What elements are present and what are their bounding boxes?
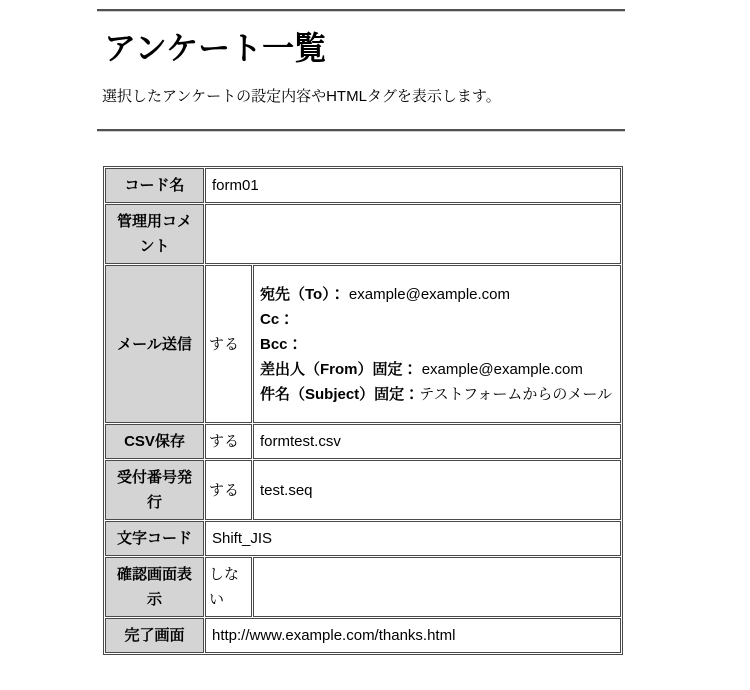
mail-bcc-line — [260, 332, 614, 357]
row-header-admin-comment: 管理用コメント — [105, 204, 204, 264]
row-header-complete-screen: 完了画面 — [105, 618, 204, 653]
csv-save-flag: する — [205, 424, 252, 459]
mail-subject-label: 件名（Subject）固定： — [260, 385, 420, 403]
row-header-mail-send: メール送信 — [105, 265, 204, 423]
charset-value: Shift_JIS — [205, 521, 621, 556]
row-header-code-name: コード名 — [105, 168, 204, 203]
mail-subject-line — [260, 382, 614, 407]
mail-cc-label: Cc： — [260, 310, 295, 328]
table-row-confirm-screen — [105, 557, 621, 617]
table-row-mail-send — [105, 265, 621, 423]
confirm-screen-flag: しない — [205, 557, 252, 617]
table-row-admin-comment — [105, 204, 621, 264]
row-header-charset: 文字コード — [105, 521, 204, 556]
mail-subject-value: テストフォームからのメール — [419, 385, 613, 403]
table-row-code-name — [105, 168, 621, 203]
table-row-csv-save — [105, 424, 621, 459]
mail-to-value: example@example.com — [348, 285, 511, 303]
receipt-number-flag: する — [205, 460, 252, 520]
mail-send-details — [253, 265, 621, 423]
admin-comment-value — [205, 204, 621, 264]
confirm-screen-value — [253, 557, 621, 617]
mail-send-flag: する — [205, 265, 252, 423]
row-header-csv-save: CSV保存 — [105, 424, 204, 459]
mail-cc-line — [260, 307, 614, 332]
code-name-value: form01 — [205, 168, 621, 203]
mail-from-line — [260, 357, 614, 382]
receipt-number-value: test.seq — [253, 460, 621, 520]
table-row-complete-screen — [105, 618, 621, 653]
mail-bcc-label: Bcc： — [260, 335, 303, 353]
survey-settings-table — [103, 166, 623, 655]
complete-screen-value: http://www.example.com/thanks.html — [205, 618, 621, 653]
csv-save-value: formtest.csv — [253, 424, 621, 459]
mail-to-label: 宛先（To）： — [260, 285, 345, 303]
row-header-receipt-number: 受付番号発行 — [105, 460, 204, 520]
table-row-receipt-number — [105, 460, 621, 520]
mail-from-label: 差出人（From）固定： — [260, 360, 418, 378]
mail-to-line — [260, 282, 614, 307]
page-description: 選択したアンケートの設定内容やHTMLタグを表示します。 — [102, 88, 501, 105]
middle-divider — [97, 129, 625, 132]
page-title: アンケート一覧 — [104, 30, 327, 66]
mail-from-value: example@example.com — [421, 360, 583, 378]
content-area — [97, 0, 625, 655]
table-row-charset — [105, 521, 621, 556]
row-header-confirm-screen: 確認画面表示 — [105, 557, 204, 617]
top-divider — [97, 9, 625, 12]
